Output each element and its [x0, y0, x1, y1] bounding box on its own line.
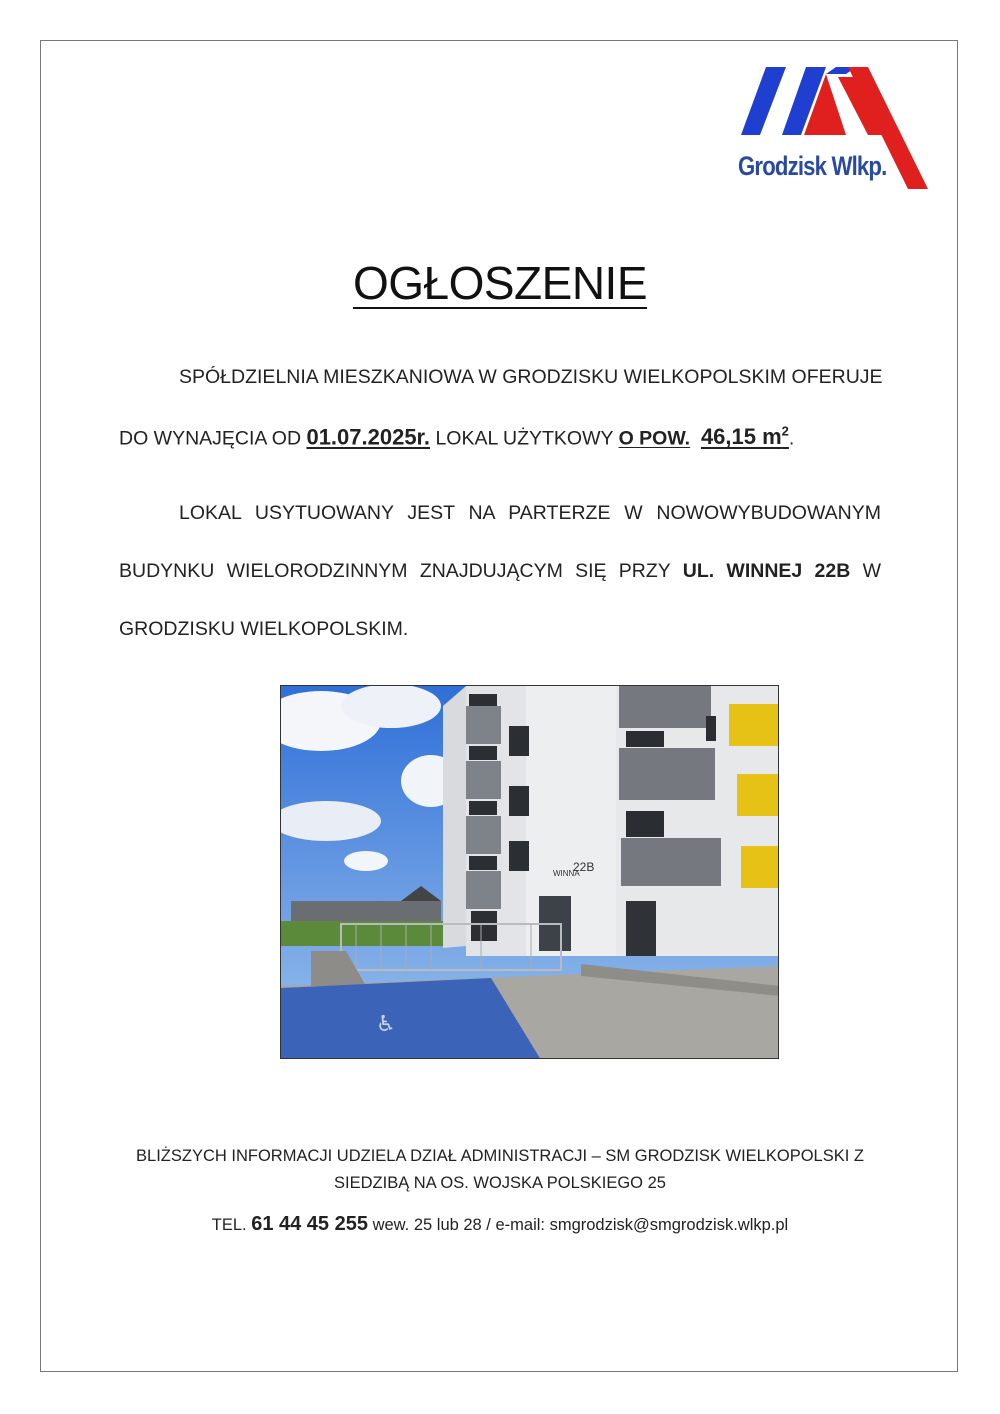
contact-info-line-2: SIEDZIBĄ NA OS. WOJSKA POLSKIEGO 25 [334, 1174, 666, 1192]
logo-text: Grodzisk Wlkp. [738, 151, 887, 181]
building-photo [280, 685, 779, 1059]
svg-text:22B: 22B [573, 860, 595, 874]
street-address: UL. WINNEJ 22B [682, 560, 851, 582]
area-label: O POW. [618, 427, 691, 450]
email-line: wew. 25 lub 28 / e-mail: smgrodzisk@smgrodzisk.wlkp.pl [367, 1216, 789, 1234]
cooperative-logo [738, 62, 930, 192]
rental-date: 01.07.2025r. [306, 424, 431, 450]
contact-phone-line: TEL. 61 44 45 255 wew. 25 lub 28 / e-mail: smgrodzisk@smgrodzisk.wlkp.pl [211, 1213, 789, 1235]
phone-number: 61 44 45 255 [251, 1213, 368, 1235]
location-line-3: GRODZISKU WIELKOPOLSKIM. [119, 618, 409, 640]
location-line-2: BUDYNKU WIELORODZINNYM ZNAJDUJĄCYM SIĘ PRZY UL. WINNEJ 22B W [119, 560, 881, 582]
svg-text:♿: ♿ [376, 1012, 396, 1037]
svg-text:WINNA: WINNA [553, 869, 580, 878]
contact-info-line-1: BLIŻSZYCH INFORMACJI UDZIELA DZIAŁ ADMINISTRACJI – SM GRODZISK WIELKOPOLSKI Z [136, 1147, 864, 1165]
intro-line-1: SPÓŁDZIELNIA MIESZKANIOWA W GRODZISKU WIELKOPOLSKIM OFERUJE [179, 366, 883, 388]
area-value: 46,15 $m^2$ [700, 424, 789, 450]
location-line-1: LOKAL USYTUOWANY JEST NA PARTERZE W NOWOWYBUDOWANYM [179, 502, 881, 524]
intro-line-2: DO WYNAJĘCIA OD 01.07.2025r. LOKAL UŻYTKOWY O POW. 46,15 $m^2$. [119, 424, 795, 450]
announcement-title: OGŁOSZENIE [352, 257, 648, 309]
